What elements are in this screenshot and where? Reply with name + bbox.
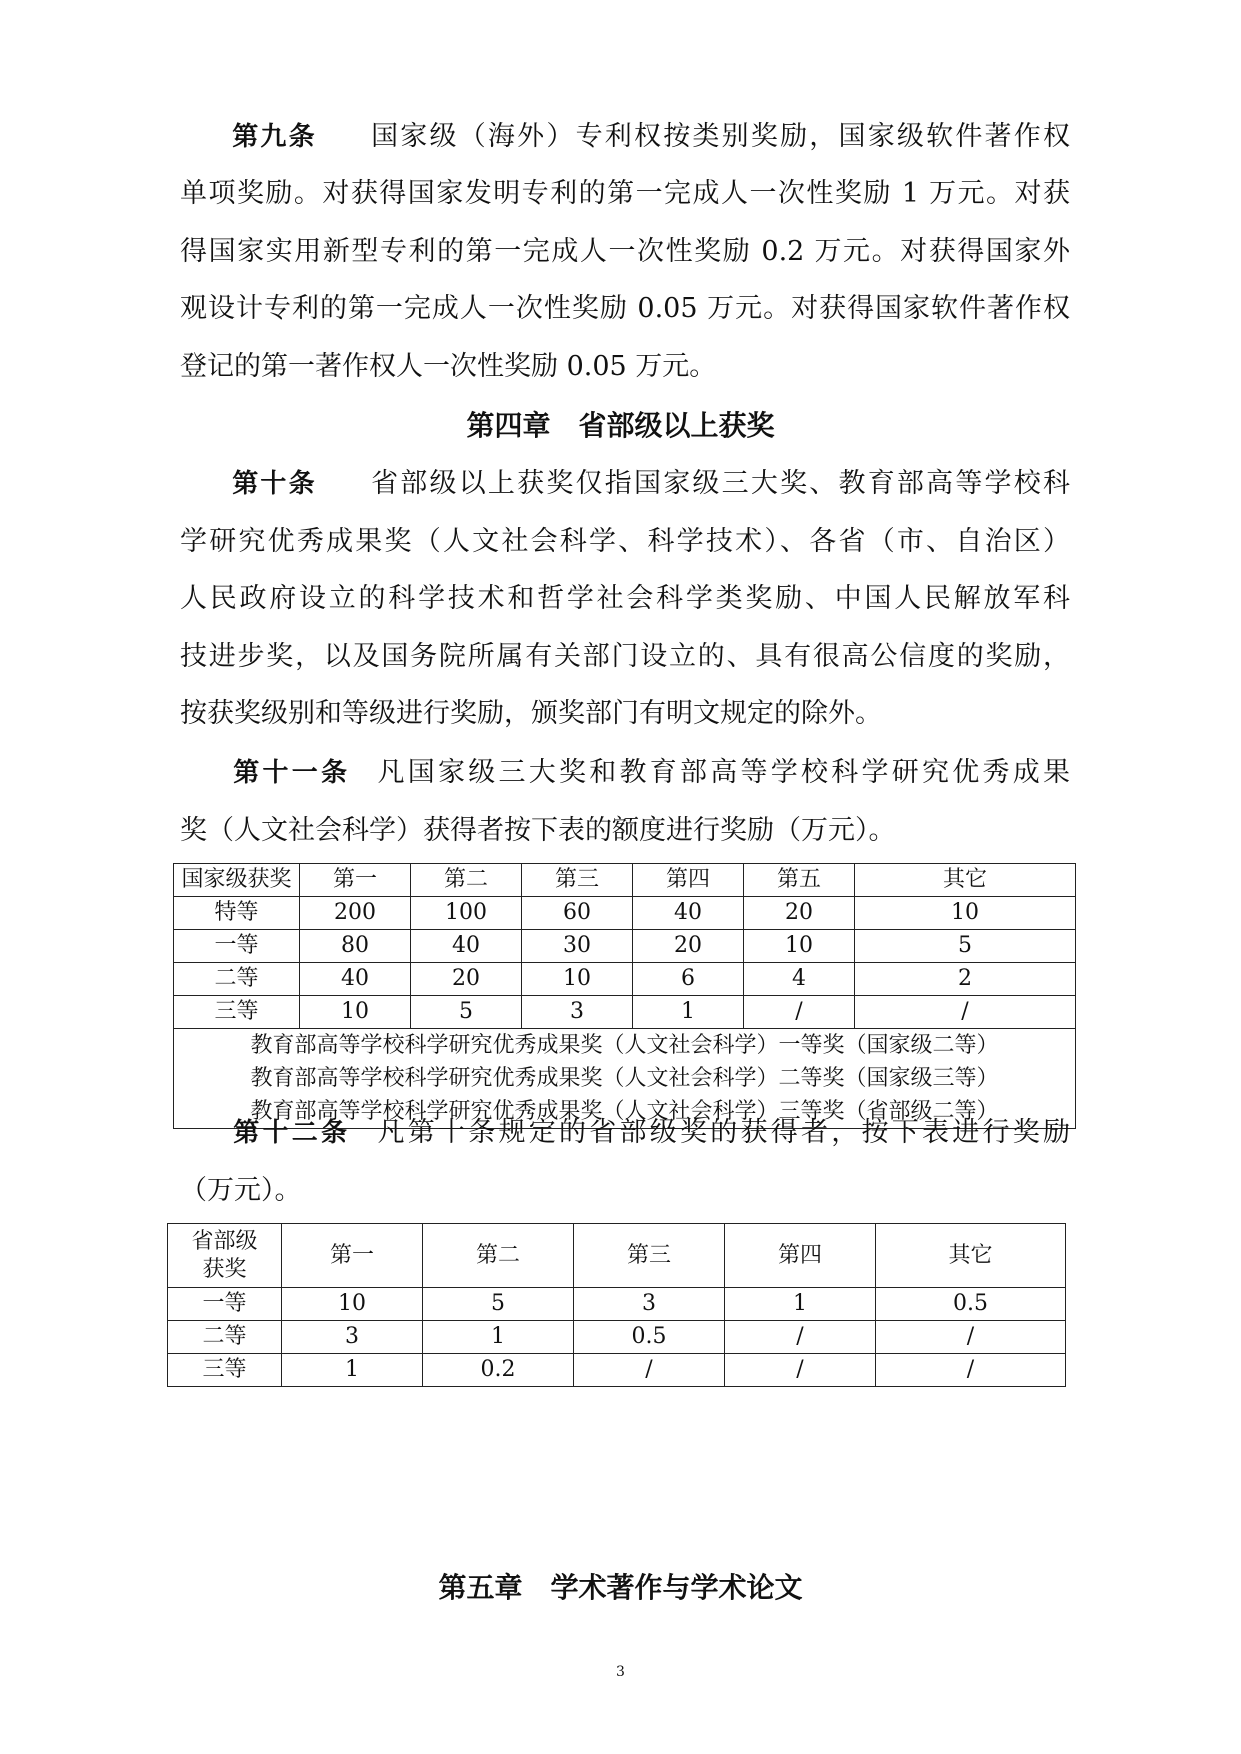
page-number: 3 [616,1664,625,1680]
art10-label: 第十条 [230,469,317,499]
table1-cell: 20 [744,897,855,930]
art11-line-1 [180,756,1070,790]
art11-text-1: 凡国家级三大奖和教育部高等学校科学研究优秀成果 [374,757,1070,788]
table1-header-cell: 第四 [633,864,744,897]
table1-cell: 4 [744,963,855,996]
table1-cell: 60 [522,897,633,930]
provincial-award-table [167,1223,1066,1387]
table1-note: 教育部高等学校科学研究优秀成果奖（人文社会科学）二等奖（国家级三等） [250,1066,999,1091]
table2-cell: / [725,1321,876,1354]
table1-cell: 6 [633,963,744,996]
table1-cell: 10 [522,963,633,996]
table1-cell: 三等 [174,996,300,1029]
table1-cell: 30 [522,930,633,963]
table-row [168,1354,1066,1387]
table1-note: 教育部高等学校科学研究优秀成果奖（人文社会科学）三等奖（省部级二等） [250,1099,999,1124]
table1-header-cell: 第三 [522,864,633,897]
table1-cell: 20 [633,930,744,963]
table2-cell: / [574,1354,725,1387]
table2-header-cell: 第三 [574,1224,725,1288]
table2-cell: / [725,1354,876,1387]
table1-header-cell: 其它 [855,864,1076,897]
table1-notes-row [174,1029,1076,1129]
table-row [174,930,1076,963]
table-row [174,996,1076,1029]
table2-header-cell: 其它 [876,1224,1066,1288]
table1-cell: 5 [855,930,1076,963]
table1-cell: 3 [522,996,633,1029]
table1-cell: 20 [411,963,522,996]
art12-label: 第十二条 [230,1118,351,1148]
table2-header-cell: 第四 [725,1224,876,1288]
table-row [174,897,1076,930]
table1-cell: 2 [855,963,1076,996]
table2-header-cell [168,1224,282,1288]
table1-notes [174,1029,1076,1129]
art9-line-3: 得国家实用新型专利的第一完成人一次性奖励 0.2 万元。对获得国家外 [180,236,1070,267]
table2-cell: 1 [423,1321,574,1354]
table2-cell: / [876,1321,1066,1354]
art12-text-1: 凡第十条规定的省部级奖的获得者，按下表进行奖励 [374,1117,1070,1148]
table1-cell: / [855,996,1076,1029]
table1-cell: 特等 [174,897,300,930]
table1-cell: 10 [855,897,1076,930]
table2-header-cell: 第一 [282,1224,423,1288]
table2-cell: 0.5 [574,1321,725,1354]
table2-header-line: 省部级 [191,1228,258,1254]
table1-cell: 40 [300,963,411,996]
chapter4-heading: 第四章 省部级以上获奖 [466,409,775,442]
art10-text-1: 省部级以上获奖仅指国家级三大奖、教育部高等学校科 [368,468,1070,499]
table1-cell: 1 [633,996,744,1029]
table1-cell: 二等 [174,963,300,996]
art11-line-2: 奖（人文社会科学）获得者按下表的额度进行奖励（万元）。 [180,815,896,846]
table1-cell: 100 [411,897,522,930]
table2-cell: 3 [282,1321,423,1354]
table1-cell: 一等 [174,930,300,963]
art10-line-5: 按获奖级别和等级进行奖励，颁奖部门有明文规定的除外。 [180,698,882,729]
art9-line-5: 登记的第一著作权人一次性奖励 0.05 万元。 [180,351,717,382]
table2-cell: 1 [282,1354,423,1387]
table1-cell: 5 [411,996,522,1029]
table-row [168,1288,1066,1321]
table2-cell: 0.2 [423,1354,574,1387]
table2-cell: / [876,1354,1066,1387]
art10-line-1 [180,467,1070,501]
table-row [174,963,1076,996]
art10-line-3: 人民政府设立的科学技术和哲学社会科学类奖励、中国人民解放军科 [180,583,1070,614]
art10-line-2: 学研究优秀成果奖（人文社会科学、科学技术）、各省（市、自治区） [180,526,1070,557]
table2-cell: 3 [574,1288,725,1321]
table2-cell: 三等 [168,1354,282,1387]
table1-header-cell: 第一 [300,864,411,897]
art12-line-2: （万元）。 [180,1175,302,1206]
table2-cell: 0.5 [876,1288,1066,1321]
table2-cell: 二等 [168,1321,282,1354]
art9-line-4: 观设计专利的第一完成人一次性奖励 0.05 万元。对获得国家软件著作权 [180,293,1070,324]
chapter5-heading: 第五章 学术著作与学术论文 [438,1571,803,1604]
table1-note: 教育部高等学校科学研究优秀成果奖（人文社会科学）一等奖（国家级二等） [250,1033,999,1058]
table1-cell: / [744,996,855,1029]
table1-cell: 40 [411,930,522,963]
table1-cell: 80 [300,930,411,963]
art9-line-1 [180,120,1070,154]
table1-header-row [174,864,1076,897]
table1-header-cell: 第五 [744,864,855,897]
art9-line-2: 单项奖励。对获得国家发明专利的第一完成人一次性奖励 1 万元。对获 [180,178,1070,209]
table1-cell: 10 [300,996,411,1029]
art9-text-1: 国家级（海外）专利权按类别奖励，国家级软件著作权 [368,121,1070,152]
table2-header-row [168,1224,1066,1288]
table1-cell: 40 [633,897,744,930]
art11-label: 第十一条 [230,758,351,788]
table1-cell: 200 [300,897,411,930]
table2-cell: 1 [725,1288,876,1321]
table2-cell: 5 [423,1288,574,1321]
table2-cell: 10 [282,1288,423,1321]
national-award-table [173,863,1076,1129]
table2-cell: 一等 [168,1288,282,1321]
table1-cell: 10 [744,930,855,963]
table2-header-cell: 第二 [423,1224,574,1288]
table2-header-line: 获奖 [202,1256,247,1282]
table1-header-cell: 国家级获奖 [174,864,300,897]
table1-header-cell: 第二 [411,864,522,897]
table-row [168,1321,1066,1354]
art12-line-1 [180,1116,1070,1150]
art10-line-4: 技进步奖，以及国务院所属有关部门设立的、具有很高公信度的奖励， [180,641,1070,672]
art9-label: 第九条 [230,122,317,152]
